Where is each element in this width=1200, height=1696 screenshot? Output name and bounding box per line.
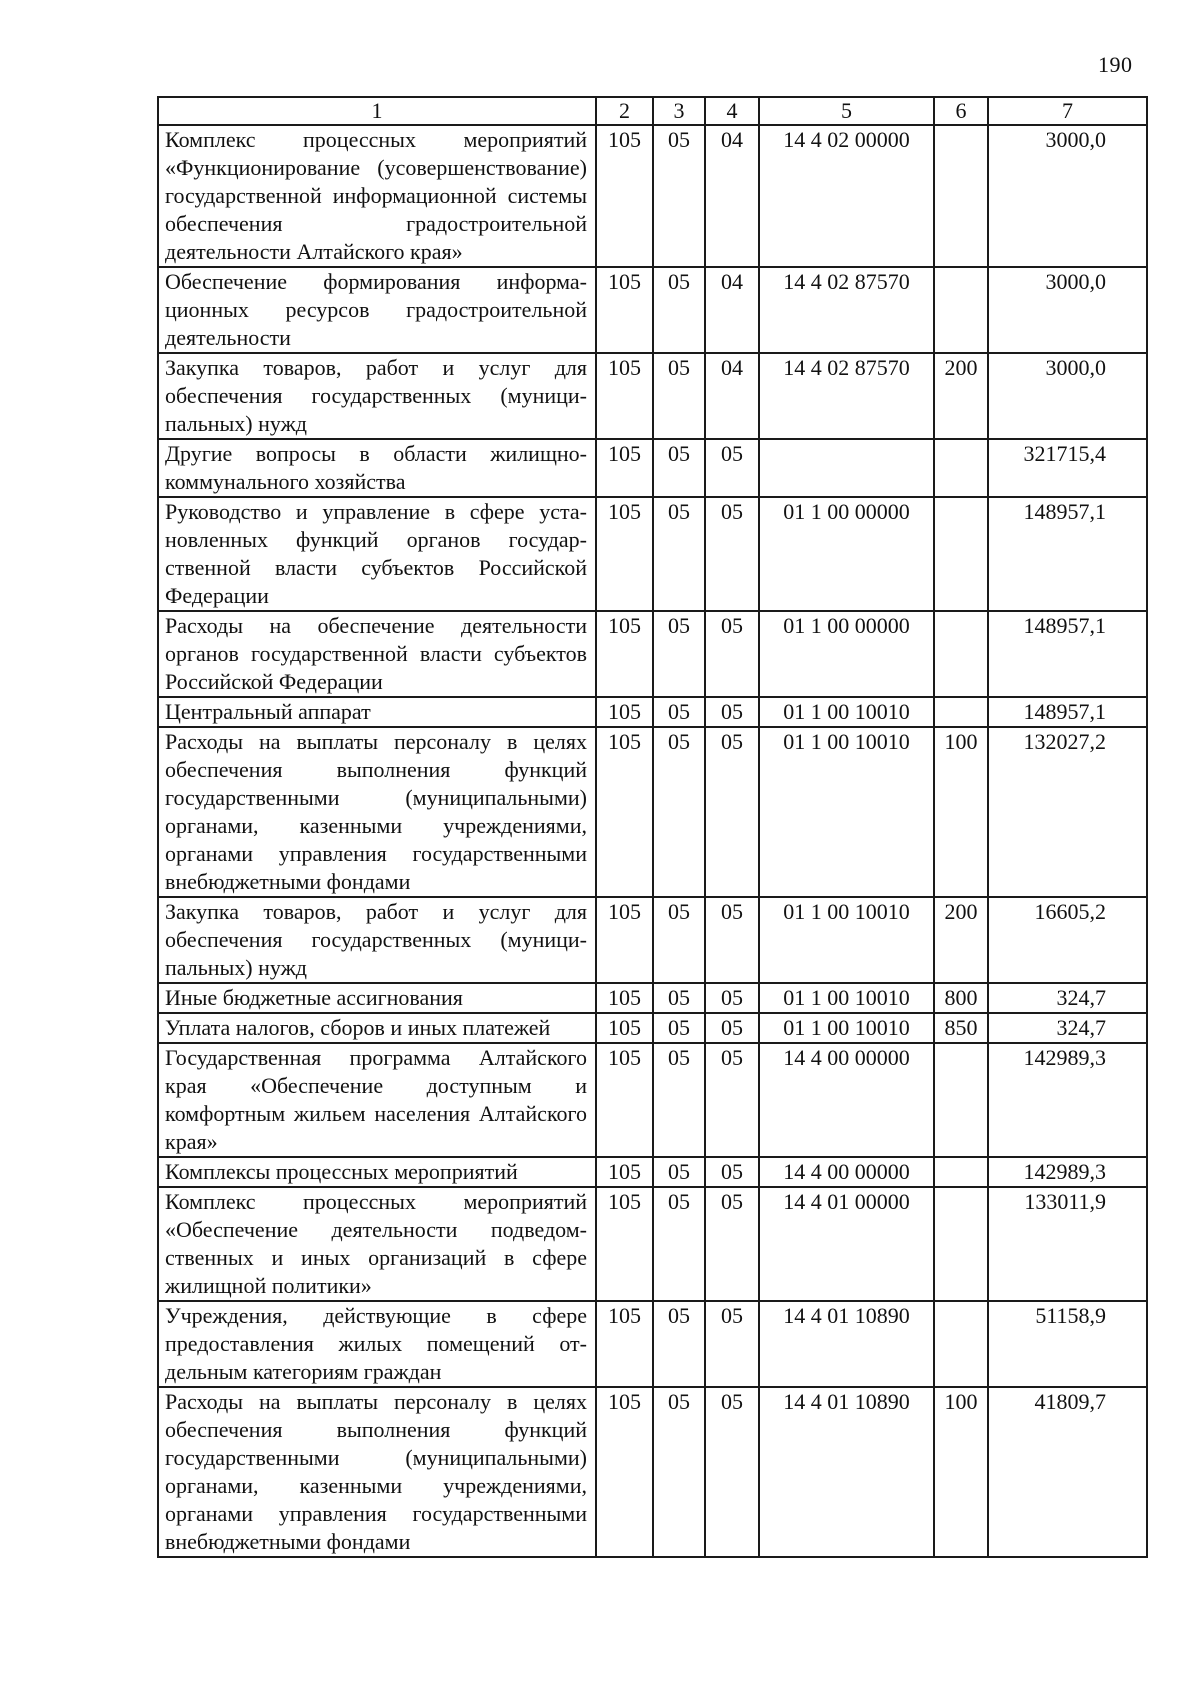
subsection-code-cell: 05 [705, 1301, 759, 1387]
section-code-cell: 05 [653, 353, 705, 439]
target-article-cell: 01 1 00 10010 [759, 1013, 934, 1043]
target-article-cell: 01 1 00 10010 [759, 697, 934, 727]
table-row [158, 267, 1147, 353]
expense-type-cell: 100 [934, 727, 988, 897]
expense-name-cell: Расходы на обеспечение деятельности органов государственной власти субъектов Российской Федерации [158, 611, 596, 697]
ministry-code-cell: 105 [596, 439, 653, 497]
section-code-cell: 05 [653, 497, 705, 611]
table-row [158, 611, 1147, 697]
amount-cell: 132027,2 [988, 727, 1147, 897]
subsection-code-cell: 05 [705, 983, 759, 1013]
amount-cell: 324,7 [988, 1013, 1147, 1043]
amount-cell: 16605,2 [988, 897, 1147, 983]
subsection-code-cell: 05 [705, 439, 759, 497]
subsection-code-cell: 04 [705, 353, 759, 439]
expense-name-cell: Государственная программа Алтайского края «Обеспечение доступным и комфортным жильем населения Алтайского края» [158, 1043, 596, 1157]
section-code-cell: 05 [653, 697, 705, 727]
ministry-code-cell: 105 [596, 1187, 653, 1301]
expense-type-cell: 200 [934, 897, 988, 983]
section-code-cell: 05 [653, 439, 705, 497]
amount-cell: 148957,1 [988, 697, 1147, 727]
target-article-cell: 14 4 02 00000 [759, 125, 934, 267]
expense-type-cell: 850 [934, 1013, 988, 1043]
ministry-code-cell: 105 [596, 727, 653, 897]
table-row [158, 983, 1147, 1013]
section-code-cell: 05 [653, 1301, 705, 1387]
expense-name-cell: Иные бюджетные ассигнования [158, 983, 596, 1013]
amount-cell: 3000,0 [988, 125, 1147, 267]
expense-name-cell: Другие вопросы в области жилищно-коммунального хозяйства [158, 439, 596, 497]
subsection-code-cell: 05 [705, 1157, 759, 1187]
amount-cell: 41809,7 [988, 1387, 1147, 1557]
section-code-cell: 05 [653, 1157, 705, 1187]
expense-type-cell [934, 267, 988, 353]
subsection-code-cell: 05 [705, 1013, 759, 1043]
table-row [158, 497, 1147, 611]
expense-name-cell: Расходы на выплаты персоналу в целях обеспечения выполнения функций государственными (муниципальными) органами, казенными учреждениями, органами управления государственными внебюджетными фондами [158, 727, 596, 897]
amount-cell: 142989,3 [988, 1043, 1147, 1157]
section-code-cell: 05 [653, 983, 705, 1013]
subsection-code-cell: 04 [705, 125, 759, 267]
table-row [158, 1387, 1147, 1557]
subsection-code-cell: 05 [705, 497, 759, 611]
target-article-cell: 14 4 01 00000 [759, 1187, 934, 1301]
table-row [158, 439, 1147, 497]
amount-cell: 133011,9 [988, 1187, 1147, 1301]
table-row [158, 1043, 1147, 1157]
expense-name-cell: Уплата налогов, сборов и иных платежей [158, 1013, 596, 1043]
ministry-code-cell: 105 [596, 1013, 653, 1043]
expense-type-cell [934, 439, 988, 497]
table-row [158, 1013, 1147, 1043]
amount-cell: 324,7 [988, 983, 1147, 1013]
ministry-code-cell: 105 [596, 1157, 653, 1187]
expense-name-cell: Комплекс процессных мероприятий «Функционирование (усовершенствование) государственной информационной системы обеспечения градостроительной деятельности Алтайского края» [158, 125, 596, 267]
target-article-cell: 14 4 01 10890 [759, 1301, 934, 1387]
ministry-code-cell: 105 [596, 1043, 653, 1157]
subsection-code-cell: 04 [705, 267, 759, 353]
ministry-code-cell: 105 [596, 697, 653, 727]
expense-name-cell: Расходы на выплаты персоналу в целях обеспечения выполнения функций государственными (муниципальными) органами, казенными учреждениями, органами управления государственными внебюджетными фондами [158, 1387, 596, 1557]
expense-type-cell [934, 1157, 988, 1187]
expense-type-cell [934, 611, 988, 697]
target-article-cell: 01 1 00 10010 [759, 897, 934, 983]
column-number-4: 4 [705, 97, 759, 125]
expense-type-cell [934, 1187, 988, 1301]
target-article-cell: 14 4 00 00000 [759, 1043, 934, 1157]
section-code-cell: 05 [653, 611, 705, 697]
subsection-code-cell: 05 [705, 1187, 759, 1301]
amount-cell: 3000,0 [988, 353, 1147, 439]
table-row [158, 897, 1147, 983]
expense-name-cell: Центральный аппарат [158, 697, 596, 727]
subsection-code-cell: 05 [705, 1043, 759, 1157]
ministry-code-cell: 105 [596, 267, 653, 353]
section-code-cell: 05 [653, 1187, 705, 1301]
target-article-cell: 14 4 00 00000 [759, 1157, 934, 1187]
expense-type-cell [934, 1301, 988, 1387]
target-article-cell: 14 4 02 87570 [759, 353, 934, 439]
expense-name-cell: Руководство и управление в сфере установленных функций органов государственной власти субъектов Российской Федерации [158, 497, 596, 611]
section-code-cell: 05 [653, 897, 705, 983]
table-body [158, 97, 1147, 1557]
expense-type-cell: 200 [934, 353, 988, 439]
section-code-cell: 05 [653, 1043, 705, 1157]
expense-name-cell: Закупка товаров, работ и услуг для обеспечения государственных (муниципальных) нужд [158, 353, 596, 439]
expense-type-cell [934, 1043, 988, 1157]
expense-type-cell [934, 697, 988, 727]
table-row [158, 727, 1147, 897]
table-row [158, 1157, 1147, 1187]
ministry-code-cell: 105 [596, 353, 653, 439]
ministry-code-cell: 105 [596, 497, 653, 611]
page-number: 190 [1098, 52, 1133, 77]
table-row [158, 125, 1147, 267]
ministry-code-cell: 105 [596, 897, 653, 983]
column-number-7: 7 [988, 97, 1147, 125]
column-number-1: 1 [158, 97, 596, 125]
target-article-cell [759, 439, 934, 497]
column-number-5: 5 [759, 97, 934, 125]
section-code-cell: 05 [653, 125, 705, 267]
target-article-cell: 01 1 00 00000 [759, 497, 934, 611]
target-article-cell: 14 4 01 10890 [759, 1387, 934, 1557]
expense-name-cell: Учреждения, действующие в сфере предоставления жилых помещений отдельным категориям граждан [158, 1301, 596, 1387]
expense-name-cell: Обеспечение формирования информационных ресурсов градостроительной деятельности [158, 267, 596, 353]
expense-type-cell [934, 497, 988, 611]
expense-name-cell: Закупка товаров, работ и услуг для обеспечения государственных (муниципальных) нужд [158, 897, 596, 983]
table-row [158, 1301, 1147, 1387]
column-number-6: 6 [934, 97, 988, 125]
table-row [158, 353, 1147, 439]
subsection-code-cell: 05 [705, 1387, 759, 1557]
ministry-code-cell: 105 [596, 1387, 653, 1557]
expense-name-cell: Комплексы процессных мероприятий [158, 1157, 596, 1187]
expense-name-cell: Комплекс процессных мероприятий «Обеспечение деятельности подведомственных и иных организаций в сфере жилищной политики» [158, 1187, 596, 1301]
section-code-cell: 05 [653, 727, 705, 897]
ministry-code-cell: 105 [596, 983, 653, 1013]
column-number-row [158, 97, 1147, 125]
budget-table [157, 96, 1148, 1558]
amount-cell: 51158,9 [988, 1301, 1147, 1387]
amount-cell: 148957,1 [988, 497, 1147, 611]
subsection-code-cell: 05 [705, 897, 759, 983]
table-row [158, 1187, 1147, 1301]
subsection-code-cell: 05 [705, 697, 759, 727]
ministry-code-cell: 105 [596, 1301, 653, 1387]
amount-cell: 148957,1 [988, 611, 1147, 697]
expense-type-cell: 100 [934, 1387, 988, 1557]
target-article-cell: 01 1 00 10010 [759, 983, 934, 1013]
amount-cell: 321715,4 [988, 439, 1147, 497]
expense-type-cell [934, 125, 988, 267]
target-article-cell: 01 1 00 00000 [759, 611, 934, 697]
section-code-cell: 05 [653, 1387, 705, 1557]
column-number-3: 3 [653, 97, 705, 125]
table-row [158, 697, 1147, 727]
section-code-cell: 05 [653, 1013, 705, 1043]
expense-type-cell: 800 [934, 983, 988, 1013]
column-number-2: 2 [596, 97, 653, 125]
subsection-code-cell: 05 [705, 611, 759, 697]
subsection-code-cell: 05 [705, 727, 759, 897]
target-article-cell: 01 1 00 10010 [759, 727, 934, 897]
amount-cell: 3000,0 [988, 267, 1147, 353]
amount-cell: 142989,3 [988, 1157, 1147, 1187]
ministry-code-cell: 105 [596, 125, 653, 267]
ministry-code-cell: 105 [596, 611, 653, 697]
section-code-cell: 05 [653, 267, 705, 353]
target-article-cell: 14 4 02 87570 [759, 267, 934, 353]
